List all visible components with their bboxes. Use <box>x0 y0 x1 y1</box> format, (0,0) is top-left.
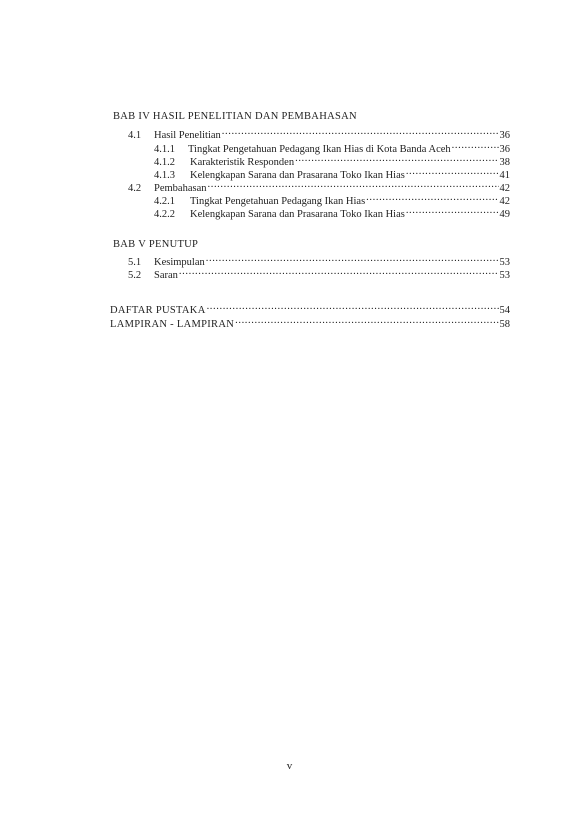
leader-dots <box>207 300 499 313</box>
toc-entry-daftar-pustaka[interactable] <box>110 300 510 316</box>
toc-entry-4-1-2[interactable] <box>154 152 510 168</box>
toc-entry-number: 4.1.3 <box>154 170 175 181</box>
leader-dots <box>206 252 499 265</box>
toc-entry-label: DAFTAR PUSTAKA <box>110 305 206 316</box>
toc-entry-page: 58 <box>499 319 510 330</box>
toc-entry-number: 5.1 <box>128 257 142 268</box>
toc-entry-number: 5.2 <box>128 270 142 281</box>
leader-dots <box>366 191 498 204</box>
toc-entry-4-2[interactable] <box>128 178 510 194</box>
toc-entry-page: 54 <box>499 305 510 316</box>
toc-entry-number: 4.1.1 <box>154 144 175 155</box>
toc-entry-4-1-3[interactable] <box>154 165 510 181</box>
toc-entry-label: Kesimpulan <box>154 257 205 268</box>
toc-entry-5-2[interactable] <box>128 265 510 281</box>
toc-entry-lampiran[interactable] <box>110 314 510 330</box>
toc-entry-4-2-1[interactable] <box>154 191 510 207</box>
toc-entry-page: 53 <box>499 270 510 281</box>
toc-entry-page: 38 <box>499 157 510 168</box>
toc-entry-4-1-1[interactable] <box>154 139 510 155</box>
leader-dots <box>406 165 499 178</box>
leader-dots <box>235 314 498 327</box>
leader-dots <box>208 178 499 191</box>
toc-entry-label: Kelengkapan Sarana dan Prasarana Toko Ikan Hias <box>190 170 405 181</box>
leader-dots <box>406 204 499 217</box>
page-number: v <box>286 760 293 772</box>
toc-entry-number: 4.2 <box>128 183 142 194</box>
toc-entry-page: 36 <box>499 130 510 141</box>
toc-entry-label: Karakteristik Responden <box>190 157 295 168</box>
toc-entry-4-1[interactable] <box>128 125 510 141</box>
toc-entry-5-1[interactable] <box>128 252 510 268</box>
toc-entry-page: 42 <box>499 196 510 207</box>
leader-dots <box>222 125 499 138</box>
bab5-heading: BAB V PENUTUP <box>113 239 199 250</box>
toc-entry-page: 36 <box>499 144 510 155</box>
toc-entry-label: Tingkat Pengetahuan Pedagang Ikan Hias di Kota Banda Aceh <box>188 144 451 155</box>
toc-entry-4-2-2[interactable] <box>154 204 510 220</box>
leader-dots <box>179 265 499 278</box>
leader-dots <box>452 139 499 152</box>
toc-entry-page: 53 <box>499 257 510 268</box>
toc-entry-label: LAMPIRAN - LAMPIRAN <box>110 319 235 330</box>
toc-entry-label: Kelengkapan Sarana dan Prasarana Toko Ikan Hias <box>190 209 405 220</box>
toc-entry-label: Saran <box>154 270 178 281</box>
toc-entry-number: 4.2.1 <box>154 196 175 207</box>
toc-entry-label: Pembahasan <box>154 183 207 194</box>
toc-entry-page: 49 <box>499 209 510 220</box>
toc-entry-number: 4.1 <box>128 130 142 141</box>
toc-entry-number: 4.2.2 <box>154 209 175 220</box>
toc-entry-label: Hasil Penelitian <box>154 130 221 141</box>
toc-entry-page: 41 <box>499 170 510 181</box>
toc-entry-page: 42 <box>499 183 510 194</box>
toc-entry-label: Tingkat Pengetahuan Pedagang Ikan Hias <box>190 196 366 207</box>
leader-dots <box>295 152 498 165</box>
bab4-heading: BAB IV HASIL PENELITIAN DAN PEMBAHASAN <box>113 111 357 122</box>
toc-entry-number: 4.1.2 <box>154 157 175 168</box>
